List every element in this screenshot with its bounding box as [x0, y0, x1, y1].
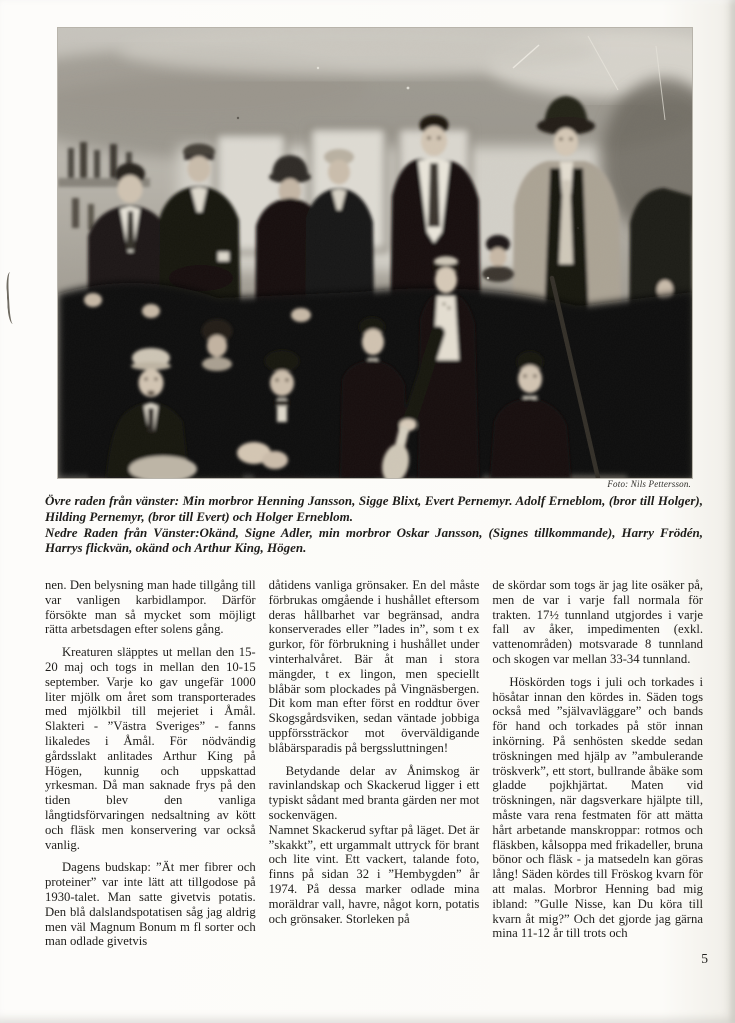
caption-bottom-row: Nedre Raden från Vänster:Okänd, Signe Adler, min morbror Oskar Jansson, (Signes tillkommande), Harry Frödén, Harrys flickvän, okänd och Arthur King, Högen. [45, 524, 703, 556]
body-paragraph: Betydande delar av Ånimskog är ravinlandskap och Skackerud ligger i ett typiskt sådant med branta gärden ner mot sockenvägen. [268, 763, 480, 822]
caption-top-row: Övre raden från vänster: Min morbror Henning Jansson, Sigge Blixt, Evert Pernemyr. Adolf Erneblom, (bror till Holger), Hilding Pernemyr, (bror till Evert) och Holger Erneblom. [45, 493, 703, 524]
photo-caption [45, 493, 703, 556]
text-column-1 [45, 578, 256, 949]
staple-mark [6, 272, 18, 324]
text-column-3 [492, 578, 703, 949]
photo-credit: Foto: Nils Pettersson. [607, 479, 691, 489]
text-column-2 [269, 578, 480, 949]
body-paragraph: Dagens budskap: ”Ät mer fibrer och proteiner” var inte lätt att tillgodose på 1930-talet. Man satte givetvis potatis. Den blå dalslandspotatisen såg jag aldrig men väl Magnum Bonum m fl sorter och man odlade givetvis [45, 860, 256, 949]
photo-grain-overlay [58, 28, 692, 478]
body-paragraph: de skördar som togs är jag lite osäker på, men de var i varje fall normala för trakten. 17½ tunnland utgjordes i varje fall av åker, impedimenten (exkl. vattenområden) motsvarade 8 tunnland och skogen var mellan 33-34 tunnland. [492, 578, 704, 666]
article-body [45, 578, 703, 949]
page-number: 5 [701, 951, 708, 966]
group-photo-illustration [58, 28, 692, 478]
body-paragraph: dåtidens vanliga grönsaker. En del måste förbrukas omgående i hushållet eftersom deras hållbarhet var begränsad, andra konserverades eller ”lades in”, som t ex gurkor, för förbrukning i hushållet under vinterhalvåret. Bär åt man i stora mängder, t ex lingon, men speciellt blåbär som plockades på Vingnäsbergen. Dit kom man efter först en roddtur över Skogsgårdsviken, sedan väntade jobbiga uppförssträckor mot överväldigande blåbärsparadis på bergssluttningen! [268, 578, 480, 755]
body-paragraph: Höskörden togs i juli och torkades i hösåtar innan den kördes in. Säden togs också med ”självavläggare” och bands för hand och torkades på stör innan inkörning. På senhösten skedde sedan tröskningen med hjälp av ”ambulerande tröskverk”, ett stort, bullrande åbäke som gladde pojkhjärtat. Maten vid tröskningen, när dagsverkare hjälpte till, måste vara rena festmaten för att mätta hårt arbetande manskroppar: rotmos och fläskben, kålsoppa med frikadeller, bruna bönor och fläsk - ja matsedeln kan göras lång! Säden kördes till Fröskog kvarn för att malas. Morbror Henning bad mig ibland: ”Gulle Nisse, kan Du köra till kvarn åt mig?” Och det gjorde jag gärna mina 11-12 år till trots och [492, 674, 704, 941]
body-paragraph: Kreaturen släpptes ut mellan den 15-20 maj och togs in mellan den 10-15 september. Varje ko gav ungefär 1000 liter mjölk om året som transporterades med mjölkbil till mejeriet i Åmål. Slakteri - ”Västra Sveriges” - fanns likaledes i Åmål. För nödvändig gårdsslakt anlitades Arthur King på Högen, kunnig och uppskattad yrkesman. Då man saknade frys på den tiden blev den vanliga långtidsförvaringen nedsaltning av kött och fläsk men konservering var också vanlig. [45, 645, 256, 852]
body-paragraph: nen. Den belysning man hade tillgång till var vanligen karbidlampor. Därför försökte man så mycket som möjligt rätta arbetsdagen efter solens gång. [45, 578, 256, 637]
group-photo [58, 28, 692, 478]
body-paragraph: Namnet Skackerud syftar på läget. Det är ”skakkt”, ett urgammalt uttryck för brant och lite vint. Ett vackert, talande foto, finns på sidan 32 i ”Hembygden” år 1974. På dessa marker odlade mina moräldrar vall, havre, något korn, potatis och grönsaker. Storleken på [268, 822, 480, 926]
